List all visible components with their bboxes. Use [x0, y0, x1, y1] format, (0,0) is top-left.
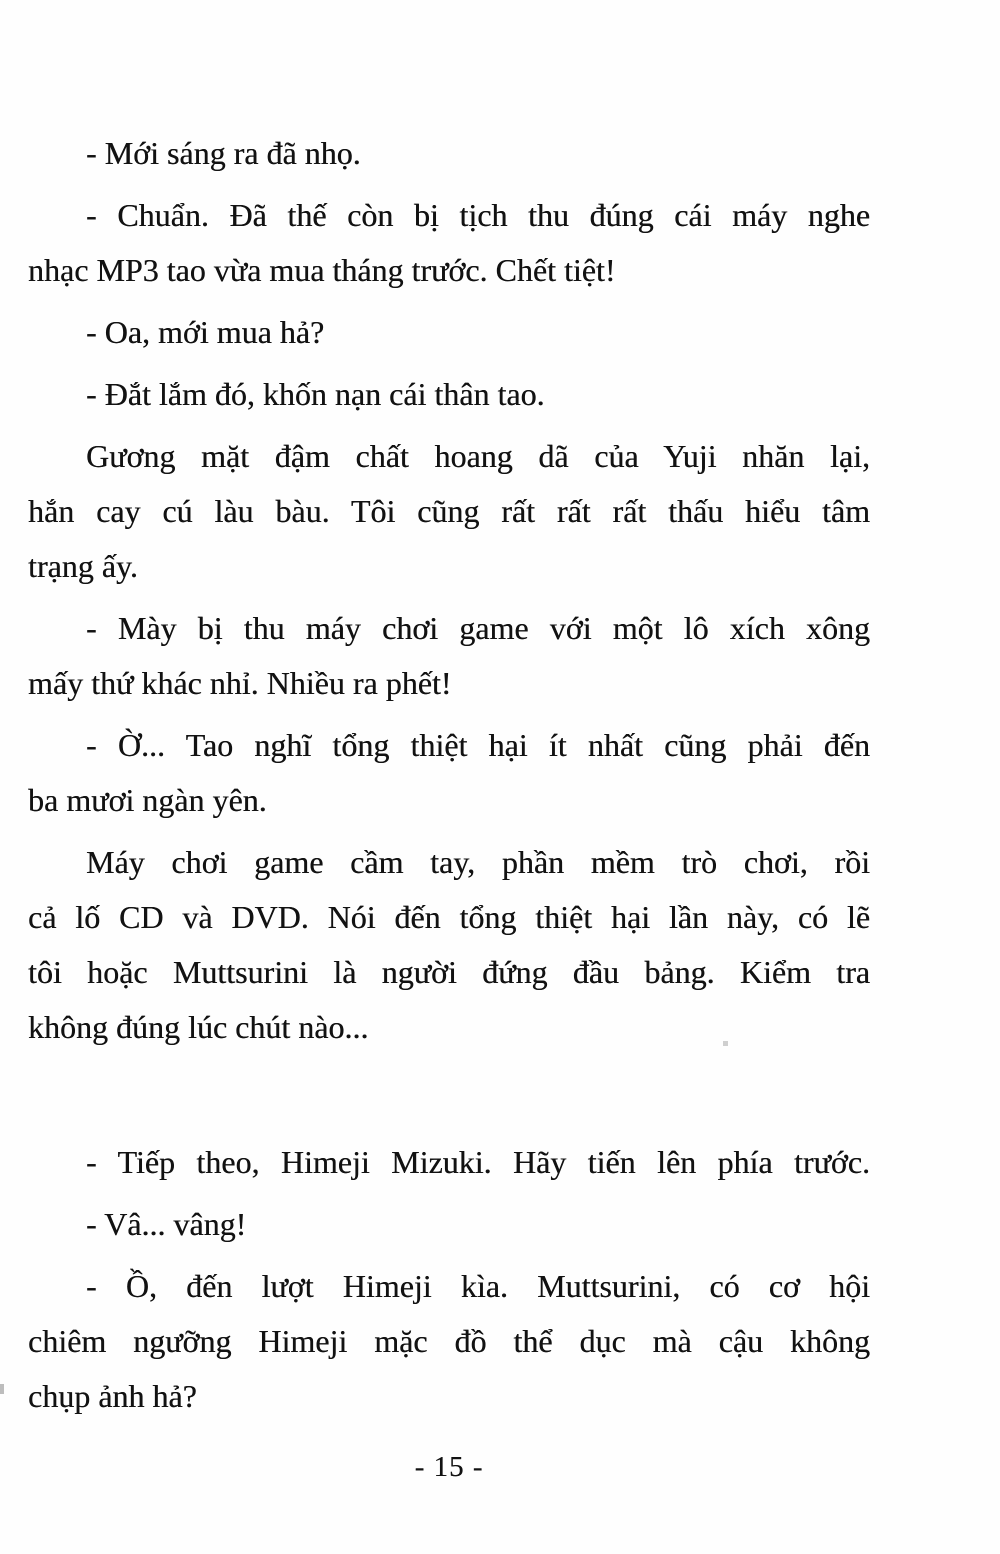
text-line: - Mày bị thu máy chơi game với một lô xích xông [86, 610, 870, 646]
text-line: - Vâ... vâng! [86, 1206, 247, 1242]
text-line: cả lố CD và DVD. Nói đến tổng thiệt hại lần này, có lẽ [28, 899, 870, 935]
text-line: - Mới sáng ra đã nhọ. [86, 135, 361, 171]
paragraph [28, 367, 870, 422]
paragraph [28, 1259, 870, 1424]
text-line: - Đắt lắm đó, khốn nạn cái thân tao. [86, 376, 545, 412]
paragraph [28, 718, 870, 828]
paragraph [28, 835, 870, 1055]
paragraph [28, 188, 870, 298]
paragraph [28, 1197, 870, 1252]
text-line: - Chuẩn. Đã thế còn bị tịch thu đúng cái máy nghe [86, 197, 870, 233]
text-line: chụp ảnh hả? [28, 1378, 197, 1414]
scan-artifact-dot [723, 1041, 728, 1046]
text-line: không đúng lúc chút nào... [28, 1009, 369, 1045]
text-line: - Oa, mới mua hả? [86, 314, 325, 350]
scan-artifact-edge [0, 1384, 4, 1394]
paragraph [28, 601, 870, 711]
paragraph [28, 1135, 870, 1190]
text-line: - Ờ... Tao nghĩ tổng thiệt hại ít nhất cũng phải đến [86, 727, 870, 763]
paragraph [28, 305, 870, 360]
text-line: chiêm ngưỡng Himeji mặc đồ thể dục mà cậu không [28, 1323, 870, 1359]
page-number: - 15 - [414, 1451, 484, 1483]
paragraph [28, 126, 870, 181]
text-line: Máy chơi game cầm tay, phần mềm trò chơi, rồi [86, 844, 870, 880]
text-line: hắn cay cú làu bàu. Tôi cũng rất rất rất thấu hiểu tâm [28, 493, 870, 529]
text-line: - Ồ, đến lượt Himeji kìa. Muttsurini, có cơ hội [86, 1268, 870, 1304]
text-line: nhạc MP3 tao vừa mua tháng trước. Chết tiệt! [28, 252, 616, 288]
text-line: ba mươi ngàn yên. [28, 782, 267, 818]
paragraph [28, 429, 870, 594]
text-line: Gương mặt đậm chất hoang dã của Yuji nhăn lại, [86, 438, 870, 474]
text-line: trạng ấy. [28, 548, 138, 584]
text-column [28, 126, 870, 1424]
text-line: tôi hoặc Muttsurini là người đứng đầu bảng. Kiểm tra [28, 954, 870, 990]
text-line: mấy thứ khác nhỉ. Nhiều ra phết! [28, 665, 452, 701]
text-line: - Tiếp theo, Himeji Mizuki. Hãy tiến lên phía trước. [86, 1144, 870, 1180]
